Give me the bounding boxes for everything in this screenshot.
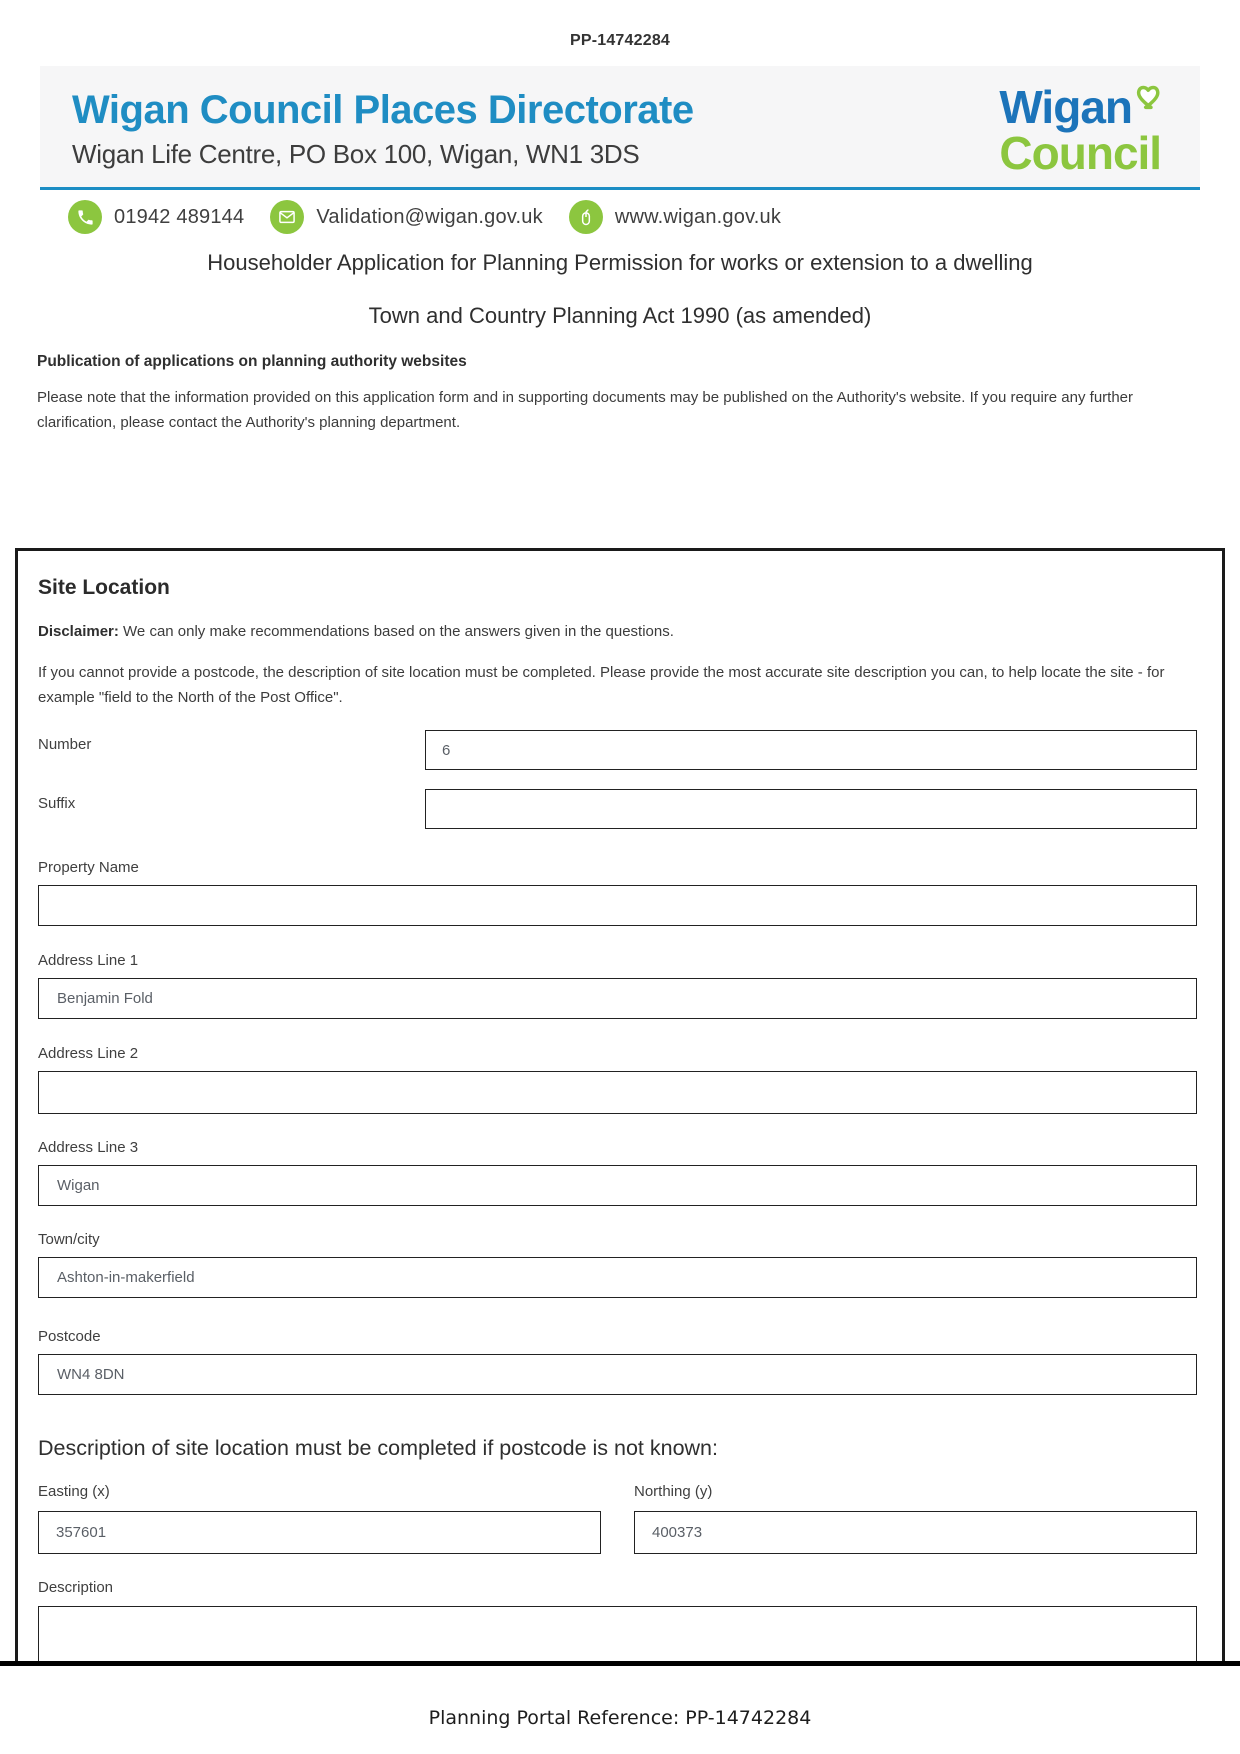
disclaimer-label: Disclaimer: [38,623,119,641]
wigan-council-logo [999,81,1168,179]
envelope-icon [270,200,304,234]
heart-icon [1134,80,1168,115]
phone-number: 01942 489144 [114,205,245,228]
phone-icon [68,200,102,234]
postcode-row [38,1328,1197,1395]
address-line-2-input[interactable] [38,1071,1197,1114]
town-city-label: Town/city [38,1231,100,1249]
address-line-1-row [38,952,1197,1019]
site-location-intro: If you cannot provide a postcode, the description of site location must be completed. Please provide the most accurate site description you can, to help locate the site - for example "field to the North of the Post Office". [38,664,1165,706]
mouse-icon [569,200,603,234]
disclaimer [38,623,1197,640]
easting-label: Easting (x) [38,1483,110,1501]
letterhead [40,66,1200,190]
document-subtitle: Town and Country Planning Act 1990 (as amended) [368,303,872,329]
description-textarea[interactable] [38,1606,1197,1661]
address-line-1-label: Address Line 1 [38,952,139,970]
contact-row [68,200,1200,234]
number-label: Number [38,736,92,754]
easting-field [38,1483,601,1554]
suffix-row [38,789,1197,829]
description-heading: Description of site location must be completed if postcode is not known: [38,1436,718,1461]
suffix-input[interactable] [425,789,1197,829]
suffix-label: Suffix [38,795,76,813]
email-contact [270,200,543,234]
coordinates-row [38,1483,1197,1554]
number-row [38,730,1197,770]
section-site-location [15,548,1225,1661]
document-title: Householder Application for Planning Permission for works or extension to a dwelling [207,250,1033,276]
brand-block [72,84,694,172]
pp-reference: PP-14742284 [569,32,671,49]
northing-field [634,1483,1197,1554]
northing-input[interactable] [634,1511,1197,1554]
description-row [38,1579,1197,1661]
website-contact [569,200,781,234]
postcode-label: Postcode [38,1328,101,1346]
disclaimer-text: We can only make recommendations based on the answers given in the questions. [118,623,674,641]
org-address: Wigan Life Centre, PO Box 100, Wigan, WN1 3DS [72,139,640,169]
planning-portal-reference-footer: Planning Portal Reference: PP-14742284 [428,1707,812,1730]
publication-heading: Publication of applications on planning authority websites [37,353,467,371]
northing-label: Northing (y) [634,1483,713,1501]
property-name-input[interactable] [38,885,1197,926]
email-address: Validation@wigan.gov.uk [316,205,543,228]
logo-word-wigan: Wigan [999,81,1132,133]
description-label: Description [38,1579,114,1597]
address-line-1-input[interactable] [38,978,1197,1019]
property-name-label: Property Name [38,859,139,877]
org-title: Wigan Council Places Directorate [72,88,694,132]
website-url: www.wigan.gov.uk [614,205,782,228]
town-city-row [38,1231,1197,1298]
town-city-input[interactable] [38,1257,1197,1298]
easting-input[interactable] [38,1511,601,1554]
publication-note: Please note that the information provided on this application form and in supporting documents may be published on the Authority's website. If you require any further clarification, please contact the Authority's planning department. [37,389,1134,431]
property-name-row [38,859,1197,926]
address-line-3-label: Address Line 3 [38,1139,139,1157]
number-input[interactable] [425,730,1197,770]
address-line-3-input[interactable] [38,1165,1197,1206]
address-line-2-row [38,1045,1197,1114]
page-break-line [0,1661,1240,1666]
postcode-input[interactable] [38,1354,1197,1395]
address-line-3-row [38,1139,1197,1206]
logo-word-council: Council [999,126,1162,179]
site-location-heading: Site Location [38,576,170,600]
address-line-2-label: Address Line 2 [38,1045,139,1063]
phone-contact [68,200,244,234]
